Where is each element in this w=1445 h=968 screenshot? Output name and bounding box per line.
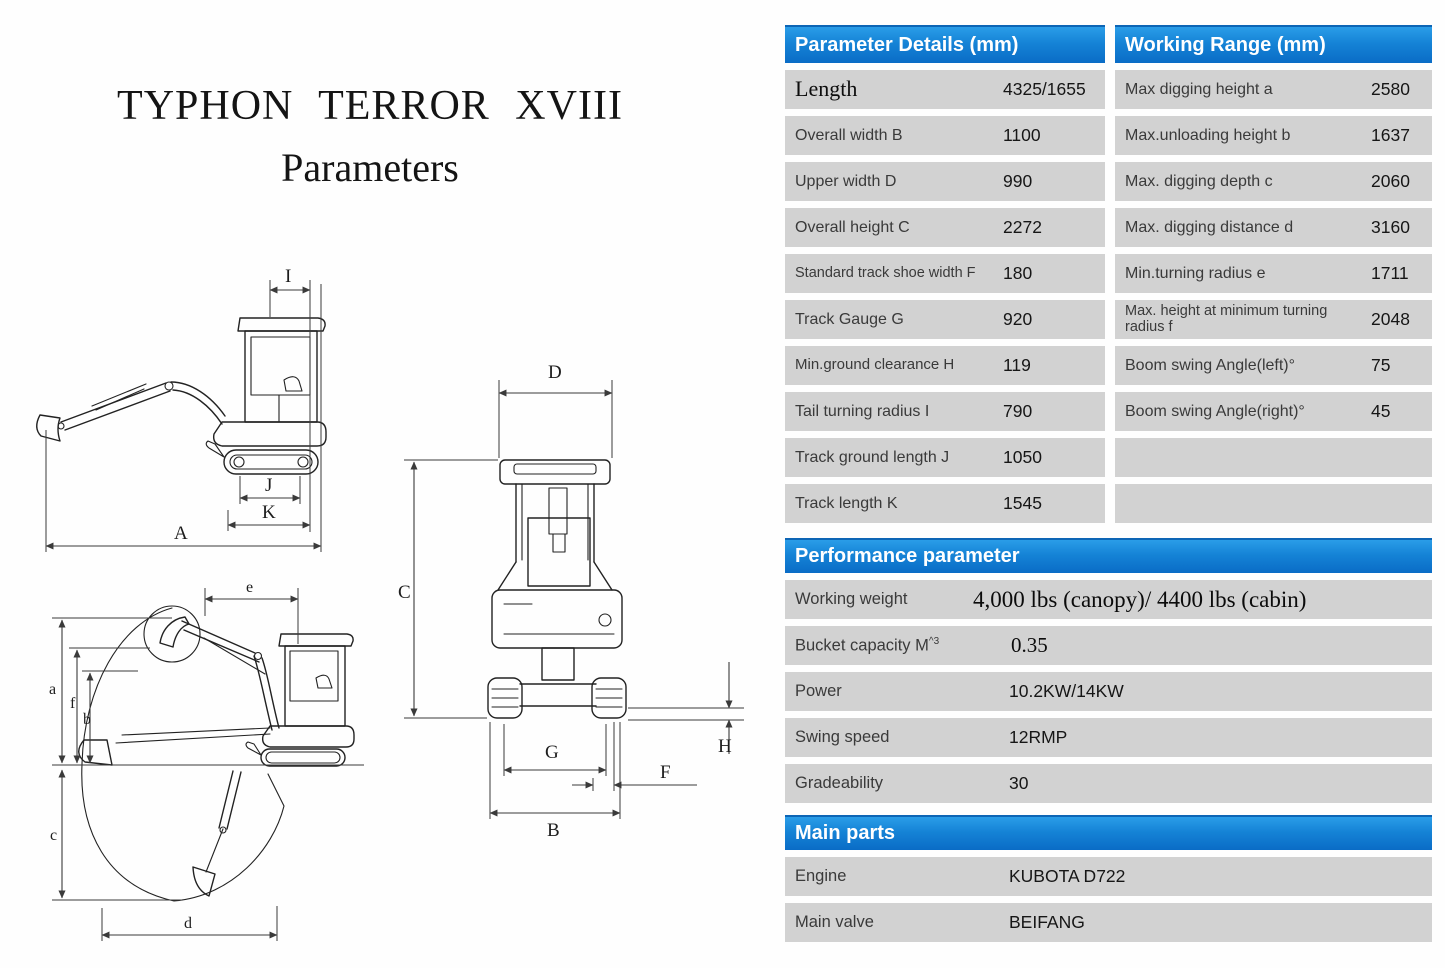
table-row	[785, 254, 1432, 293]
param-cell	[785, 484, 1105, 523]
dim-label-C: C	[398, 582, 411, 603]
param-label: Track ground length J	[795, 448, 950, 466]
side-view-drawing	[26, 260, 338, 562]
perf-label: Gradeability	[795, 774, 884, 793]
product-subtitle: Parameters	[281, 145, 459, 190]
table-row	[785, 116, 1432, 155]
range-cell-empty	[1115, 484, 1432, 523]
dim-label-c: c	[50, 827, 58, 844]
dim-label-f: f	[70, 695, 76, 712]
working-range-header: Working Range (mm)	[1115, 25, 1432, 63]
range-value: 3160	[1371, 217, 1410, 237]
performance-section-header: Performance parameter	[785, 538, 1432, 573]
perf-label-sup: ^3	[928, 636, 940, 648]
table-row	[785, 300, 1432, 339]
range-cell	[1115, 208, 1432, 247]
range-cell	[1115, 300, 1432, 339]
param-label: Track length K	[795, 494, 898, 512]
front-view-drawing	[392, 348, 757, 840]
spec-table	[785, 25, 1432, 949]
range-cell	[1115, 254, 1432, 293]
range-cell	[1115, 116, 1432, 155]
param-value: 1545	[1003, 493, 1042, 513]
excavator-side-art	[37, 318, 326, 474]
perf-value: 4,000 lbs (canopy)/ 4400 lbs (cabin)	[973, 586, 1307, 612]
range-label: Boom swing Angle(left)°	[1125, 356, 1296, 374]
part-label: Main valve	[795, 913, 874, 932]
perf-value: 0.35	[1011, 633, 1048, 657]
param-value: 790	[1003, 401, 1033, 421]
dim-label-D: D	[548, 362, 562, 383]
range-cell	[1115, 346, 1432, 385]
dim-label-A: A	[174, 523, 188, 544]
dim-label-G: G	[545, 742, 559, 763]
param-cell	[785, 346, 1105, 385]
front-view-dimensions	[398, 362, 744, 840]
perf-label: Power	[795, 682, 842, 701]
parameter-details-header: Parameter Details (mm)	[785, 25, 1105, 63]
perf-value: 12RMP	[1009, 727, 1068, 747]
param-cell	[785, 438, 1105, 477]
table-row	[785, 346, 1432, 385]
param-label: Min.ground clearance H	[795, 356, 955, 374]
range-value: 1711	[1371, 263, 1409, 283]
param-label: Overall width B	[795, 126, 903, 144]
range-cell	[1115, 70, 1432, 109]
table-row	[785, 162, 1432, 201]
dim-label-b: b	[83, 711, 91, 728]
table-row	[785, 626, 1432, 665]
dim-label-e: e	[246, 579, 254, 596]
dim-label-J: J	[265, 475, 273, 496]
dim-label-F: F	[660, 762, 671, 783]
spec-table-header	[785, 25, 1432, 63]
param-cell	[785, 162, 1105, 201]
part-value: KUBOTA D722	[1009, 866, 1126, 886]
range-label: Max.unloading height b	[1125, 126, 1291, 144]
range-value: 2580	[1371, 79, 1410, 99]
working-range-drawing	[32, 578, 384, 966]
range-label: Max. height at minimum turning radius f	[1125, 302, 1328, 335]
table-row	[785, 672, 1432, 711]
param-cell	[785, 392, 1105, 431]
perf-label: Working weight	[795, 590, 908, 609]
dim-label-K: K	[262, 502, 276, 523]
param-label: Overall height C	[795, 218, 910, 236]
table-row	[785, 208, 1432, 247]
range-cell	[1115, 392, 1432, 431]
table-row	[785, 70, 1432, 109]
param-value: 4325/1655	[1003, 79, 1086, 99]
perf-label-text: Bucket capacity M	[795, 636, 929, 655]
param-cell	[785, 300, 1105, 339]
param-label: Length	[795, 76, 858, 102]
perf-label	[785, 636, 939, 655]
perf-label: Swing speed	[795, 728, 890, 747]
param-label: Upper width D	[795, 172, 897, 190]
dim-label-H: H	[718, 736, 732, 757]
title-block	[55, 82, 685, 191]
param-cell	[785, 116, 1105, 155]
range-value: 1637	[1371, 125, 1410, 145]
param-value: 119	[1003, 355, 1031, 375]
table-row	[785, 764, 1432, 803]
param-value: 920	[1003, 309, 1033, 329]
perf-value: 30	[1009, 773, 1029, 793]
param-cell	[785, 254, 1105, 293]
range-label: Max. digging depth c	[1125, 172, 1273, 190]
range-cell	[1115, 162, 1432, 201]
table-row	[785, 392, 1432, 431]
param-value: 2272	[1003, 217, 1042, 237]
excavator-range-art	[52, 606, 364, 901]
param-value: 180	[1003, 263, 1033, 283]
param-cell	[785, 70, 1105, 109]
range-value: 45	[1371, 401, 1391, 421]
param-cell	[785, 208, 1105, 247]
perf-value: 10.2KW/14KW	[1009, 681, 1124, 701]
product-title: TYPHON TERROR XVIII	[117, 83, 623, 129]
param-value: 1050	[1003, 447, 1042, 467]
param-label: Tail turning radius I	[795, 402, 930, 420]
table-row	[785, 438, 1432, 477]
param-value: 990	[1003, 171, 1033, 191]
range-label: Max. digging distance d	[1125, 218, 1294, 236]
excavator-front-art	[488, 460, 626, 718]
table-row	[785, 580, 1432, 619]
table-row	[785, 857, 1432, 896]
param-value: 1100	[1003, 125, 1041, 145]
range-cell-empty	[1115, 438, 1432, 477]
range-value: 75	[1371, 355, 1391, 375]
part-label: Engine	[795, 867, 847, 886]
dim-label-I: I	[285, 266, 292, 287]
side-view-dimensions	[46, 266, 321, 552]
range-value: 2060	[1371, 171, 1410, 191]
table-row	[785, 484, 1432, 523]
table-row	[785, 903, 1432, 942]
part-value: BEIFANG	[1009, 912, 1085, 932]
table-row	[785, 718, 1432, 757]
range-label: Min.turning radius e	[1125, 264, 1266, 282]
range-label: Boom swing Angle(right)°	[1125, 402, 1305, 420]
param-label: Standard track shoe width F	[795, 264, 976, 281]
range-value: 2048	[1371, 309, 1410, 329]
dim-label-d: d	[184, 915, 192, 932]
dim-label-B: B	[547, 820, 560, 840]
main-parts-section-header: Main parts	[785, 815, 1432, 850]
range-label: Max digging height a	[1125, 80, 1273, 98]
param-label: Track Gauge G	[795, 310, 904, 328]
dim-label-a: a	[49, 681, 57, 698]
